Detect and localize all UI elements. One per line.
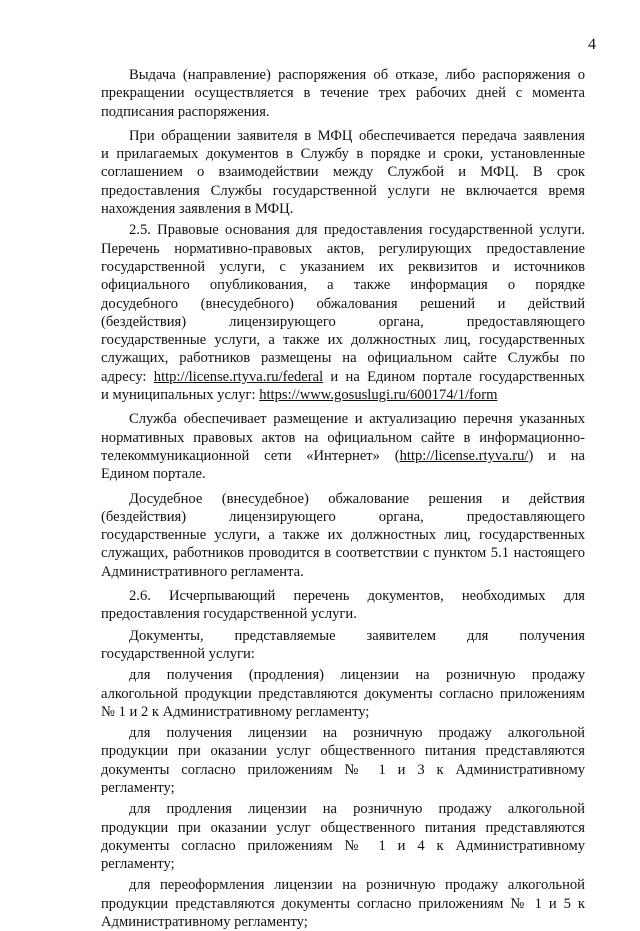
license-site-link[interactable]: http://license.rtyva.ru/ xyxy=(399,447,529,464)
page-number: 4 xyxy=(588,36,596,53)
text-line: нахождения заявления в МФЦ. xyxy=(101,201,294,218)
text-line: документы согласно приложениям № 1 и 3 к Административному xyxy=(101,761,585,778)
text-line: официального опубликования, а также информация о порядке xyxy=(101,277,585,294)
paragraph-documents-intro xyxy=(101,627,585,664)
text-line: для продления лицензии на розничную продажу алкогольной xyxy=(129,801,585,818)
text-line: продукции при оказании услуг общественного питания представляются xyxy=(101,819,585,836)
text-line: (бездействия) лицензирующего органа, предоставляющего xyxy=(101,313,585,330)
text-line: для получения (продления) лицензии на розничную продажу xyxy=(129,667,585,684)
section-heading-2-6: 2.6. Исчерпывающий перечень документов, необходимых для xyxy=(129,588,585,605)
text-line: алкогольной продукции представляются документы согласно приложениям xyxy=(101,685,585,702)
text-line: для получения лицензии на розничную продажу алкогольной xyxy=(129,725,585,742)
text-line: предоставления Службы государственной услуги не включается время xyxy=(101,182,585,199)
text-line: и прилагаемых документов в Службу в порядке и сроки, установленные xyxy=(101,146,585,163)
text-line: предоставления государственной услуги. xyxy=(101,606,357,623)
text-line: продукции представляются документы согласно приложениям № 1 и 5 к xyxy=(101,895,585,912)
section-heading-2-5: 2.5. Правовые основания для предоставления государственной услуги. xyxy=(129,222,585,239)
text-fragment: телекоммуникационной сети «Интернет» ( xyxy=(101,447,400,464)
text-line: Выдача (направление) распоряжения об отказе, либо распоряжения о xyxy=(129,67,585,83)
text-line: Административному регламенту; xyxy=(101,914,308,931)
license-federal-link[interactable]: http://license.rtyva.ru/federal xyxy=(153,368,324,385)
paragraph-refusal-issuance xyxy=(101,66,585,121)
text-line: Документы, представляемые заявителем для получения xyxy=(129,627,585,644)
text-line: нормативных правовых актов на официальном сайте в информационно- xyxy=(101,429,585,446)
text-line: Служба обеспечивает размещение и актуализацию перечня указанных xyxy=(129,411,585,428)
document-body xyxy=(101,66,585,931)
list-item-extension-catering xyxy=(101,800,585,873)
paragraph-mfc-transfer xyxy=(101,127,585,218)
text-line: государственной услуги, с указанием их реквизитов и источников xyxy=(101,258,585,275)
text-line xyxy=(101,447,585,465)
paragraph-section-2-6 xyxy=(101,587,585,624)
paragraph-pretrial-appeal xyxy=(101,490,585,581)
text-line: досудебного (внесудебного) обжалования решений и действий xyxy=(101,295,585,312)
text-line: При обращении заявителя в МФЦ обеспечивается передача заявления xyxy=(129,127,585,144)
text-line: для переоформления лицензии на розничную продажу алкогольной xyxy=(129,877,585,894)
paragraph-service-publication xyxy=(101,410,585,483)
text-line: государственные услуги, а также их должностных лиц, государственных xyxy=(101,527,585,544)
text-fragment: и муниципальных услуг: xyxy=(101,387,260,404)
text-line: регламенту; xyxy=(101,856,175,873)
text-line: Перечень нормативно-правовых актов, регулирующих предоставление xyxy=(101,240,585,257)
text-line xyxy=(101,386,585,404)
list-item-obtaining-catering xyxy=(101,724,585,797)
text-line: № 1 и 2 к Административному регламенту; xyxy=(101,703,370,720)
text-line xyxy=(101,368,585,386)
text-line: государственной услуги: xyxy=(101,645,255,662)
text-line: (бездействия) лицензирующего органа, предоставляющего xyxy=(101,508,585,525)
text-line: Досудебное (внесудебное) обжалование решения и действия xyxy=(129,490,585,507)
text-fragment: ) и на xyxy=(528,447,585,464)
text-line: прекращении осуществляется в течение трех рабочих дней с момента xyxy=(101,85,585,102)
text-line: Административного регламента. xyxy=(101,563,304,580)
text-line: подписания распоряжения. xyxy=(101,103,270,120)
text-line: документы согласно приложениям № 1 и 4 к Административному xyxy=(101,837,585,854)
text-line: регламенту; xyxy=(101,779,175,796)
text-line: продукции при оказании услуг общественного питания представляются xyxy=(101,743,585,760)
text-line: Едином портале. xyxy=(101,466,206,483)
paragraph-section-2-5 xyxy=(101,221,585,404)
text-line: служащих, работников размещены на официальном сайте Службы по xyxy=(101,350,585,367)
gosuslugi-link[interactable]: https://www.gosuslugi.ru/600174/1/form xyxy=(259,387,498,404)
text-line: соглашением о взаимодействии между Службой и МФЦ. В срок xyxy=(101,164,585,181)
text-line: служащих, работников проводится в соответствии с пунктом 5.1 настоящего xyxy=(101,545,585,562)
text-line: государственные услуги, а также их должностных лиц, государственных xyxy=(101,332,585,349)
text-fragment: адресу: xyxy=(101,368,154,385)
text-fragment: и на Едином портале государственных xyxy=(323,368,585,385)
list-item-obtaining-extension xyxy=(101,666,585,721)
